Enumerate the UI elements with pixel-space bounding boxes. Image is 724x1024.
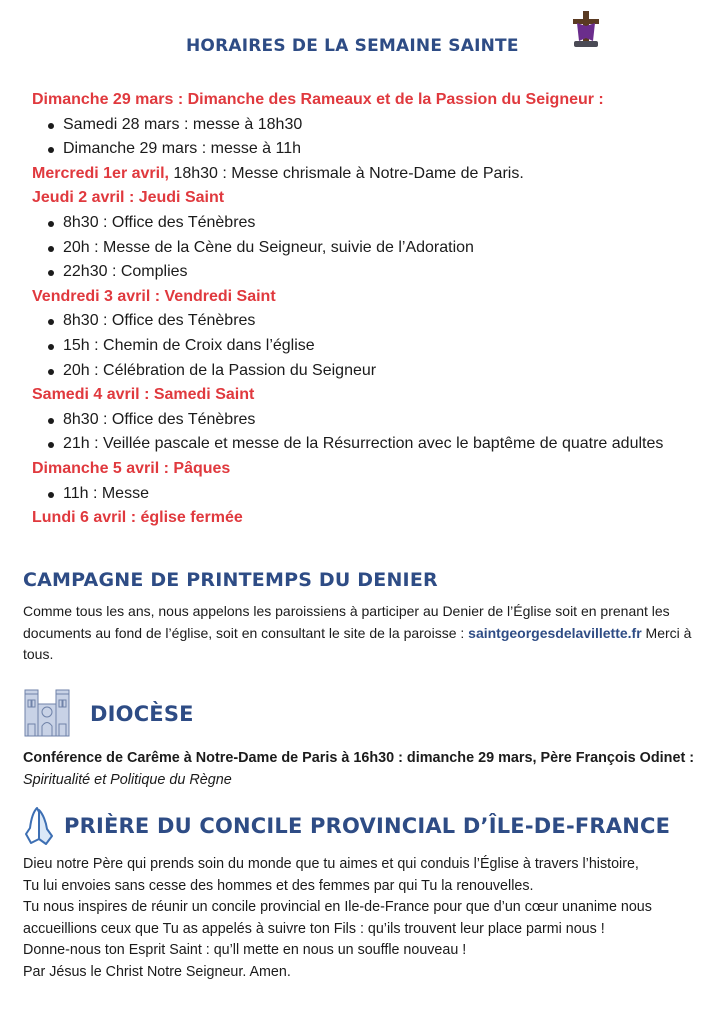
day-label: Samedi 4 avril : Samedi Saint: [32, 386, 255, 404]
day-label: Lundi 6 avril : église fermée: [32, 509, 243, 527]
schedule-item: 20h : Messe de la Cène du Seigneur, suivie de l’Adoration: [63, 236, 692, 261]
day-heading: [32, 506, 692, 531]
denier-thanks: Merci à tous.: [23, 624, 692, 662]
priere-line: Par Jésus le Christ Notre Seigneur. Amen.: [23, 963, 291, 980]
schedule-item: 22h30 : Complies: [63, 260, 692, 285]
denier-text: Comme tous les ans, nous appelons les paroissiens à participer au Denier de l’Église soit en prenant les documents au fond de l’église, soit en consultant le site de la paroisse :: [23, 603, 670, 641]
day-detail: 18h30 : Messe chrismale à Notre-Dame de Paris.: [168, 164, 524, 182]
day-items: [32, 211, 692, 285]
day-heading: [32, 457, 692, 482]
schedule-item: 15h : Chemin de Croix dans l’église: [63, 334, 692, 359]
day-heading: [32, 162, 692, 187]
day-label: Mercredi 1er avril,: [32, 164, 169, 182]
parish-website-link[interactable]: saintgeorgesdelavillette.fr: [468, 624, 642, 641]
day-heading: [32, 383, 692, 408]
day-items: [32, 113, 692, 162]
denier-paragraph: [23, 601, 703, 666]
day-label: Vendredi 3 avril : Vendredi Saint: [32, 287, 276, 305]
schedule-item: 8h30 : Office des Ténèbres: [63, 309, 692, 334]
day-label: Dimanche 29 mars : Dimanche des Rameaux et de la Passion du Seigneur :: [32, 91, 604, 108]
semaine-sainte-title: HORAIRES DE LA SEMAINE SAINTE: [186, 36, 519, 56]
conference-info: Conférence de Carême à Notre-Dame de Paris à 16h30 : dimanche 29 mars, Père François Odinet :: [23, 750, 695, 766]
cross-with-stole-icon: [566, 10, 606, 50]
day-items: [32, 482, 692, 507]
schedule-item: 8h30 : Office des Ténèbres: [63, 408, 692, 433]
priere-text: [23, 854, 713, 984]
notre-dame-cathedral-icon: [22, 686, 72, 738]
priere-line: Tu lui envoies sans cesse des hommes et des femmes par qui Tu la renouvelles.: [23, 877, 534, 894]
day-heading: [32, 285, 692, 310]
day-items: [32, 309, 692, 383]
schedule-item: Dimanche 29 mars : messe à 11h: [63, 137, 692, 162]
priere-line: Donne-nous ton Esprit Saint : qu’ll mette en nous un souffle nouveau !: [23, 942, 467, 959]
schedule-item: 21h : Veillée pascale et messe de la Résurrection avec le baptême de quatre adultes: [63, 432, 692, 457]
schedule-item: 11h : Messe: [63, 482, 692, 507]
priere-line: Tu nous inspires de réunir un concile provincial en Ile-de-France pour que d’un cœur unanime nous accueillions ceux que Tu as appelés à suivre ton Fils : qu’ils trouvent leur place parmi nous !: [23, 899, 652, 937]
diocese-paragraph: [23, 748, 713, 791]
praying-hands-icon: [22, 806, 56, 846]
conference-topic: Spiritualité et Politique du Règne: [23, 771, 232, 788]
priere-line: Dieu notre Père qui prends soin du monde que tu aimes et qui conduis l’Église à travers l’histoire,: [23, 856, 639, 872]
schedule-item: 20h : Célébration de la Passion du Seigneur: [63, 359, 692, 384]
schedule-list: [32, 88, 692, 531]
day-items: [32, 408, 692, 457]
diocese-title: DIOCÈSE: [90, 702, 194, 726]
denier-title: CAMPAGNE DE PRINTEMPS DU DENIER: [23, 569, 438, 591]
schedule-item: Samedi 28 mars : messe à 18h30: [63, 113, 692, 138]
schedule-item: 8h30 : Office des Ténèbres: [63, 211, 692, 236]
day-label: Jeudi 2 avril : Jeudi Saint: [32, 189, 225, 207]
day-heading: [32, 186, 692, 211]
priere-title: PRIÈRE DU CONCILE PROVINCIAL D’ÎLE-DE-FRANCE: [64, 814, 671, 838]
day-label: Dimanche 5 avril : Pâques: [32, 459, 231, 477]
day-heading: [32, 88, 692, 113]
